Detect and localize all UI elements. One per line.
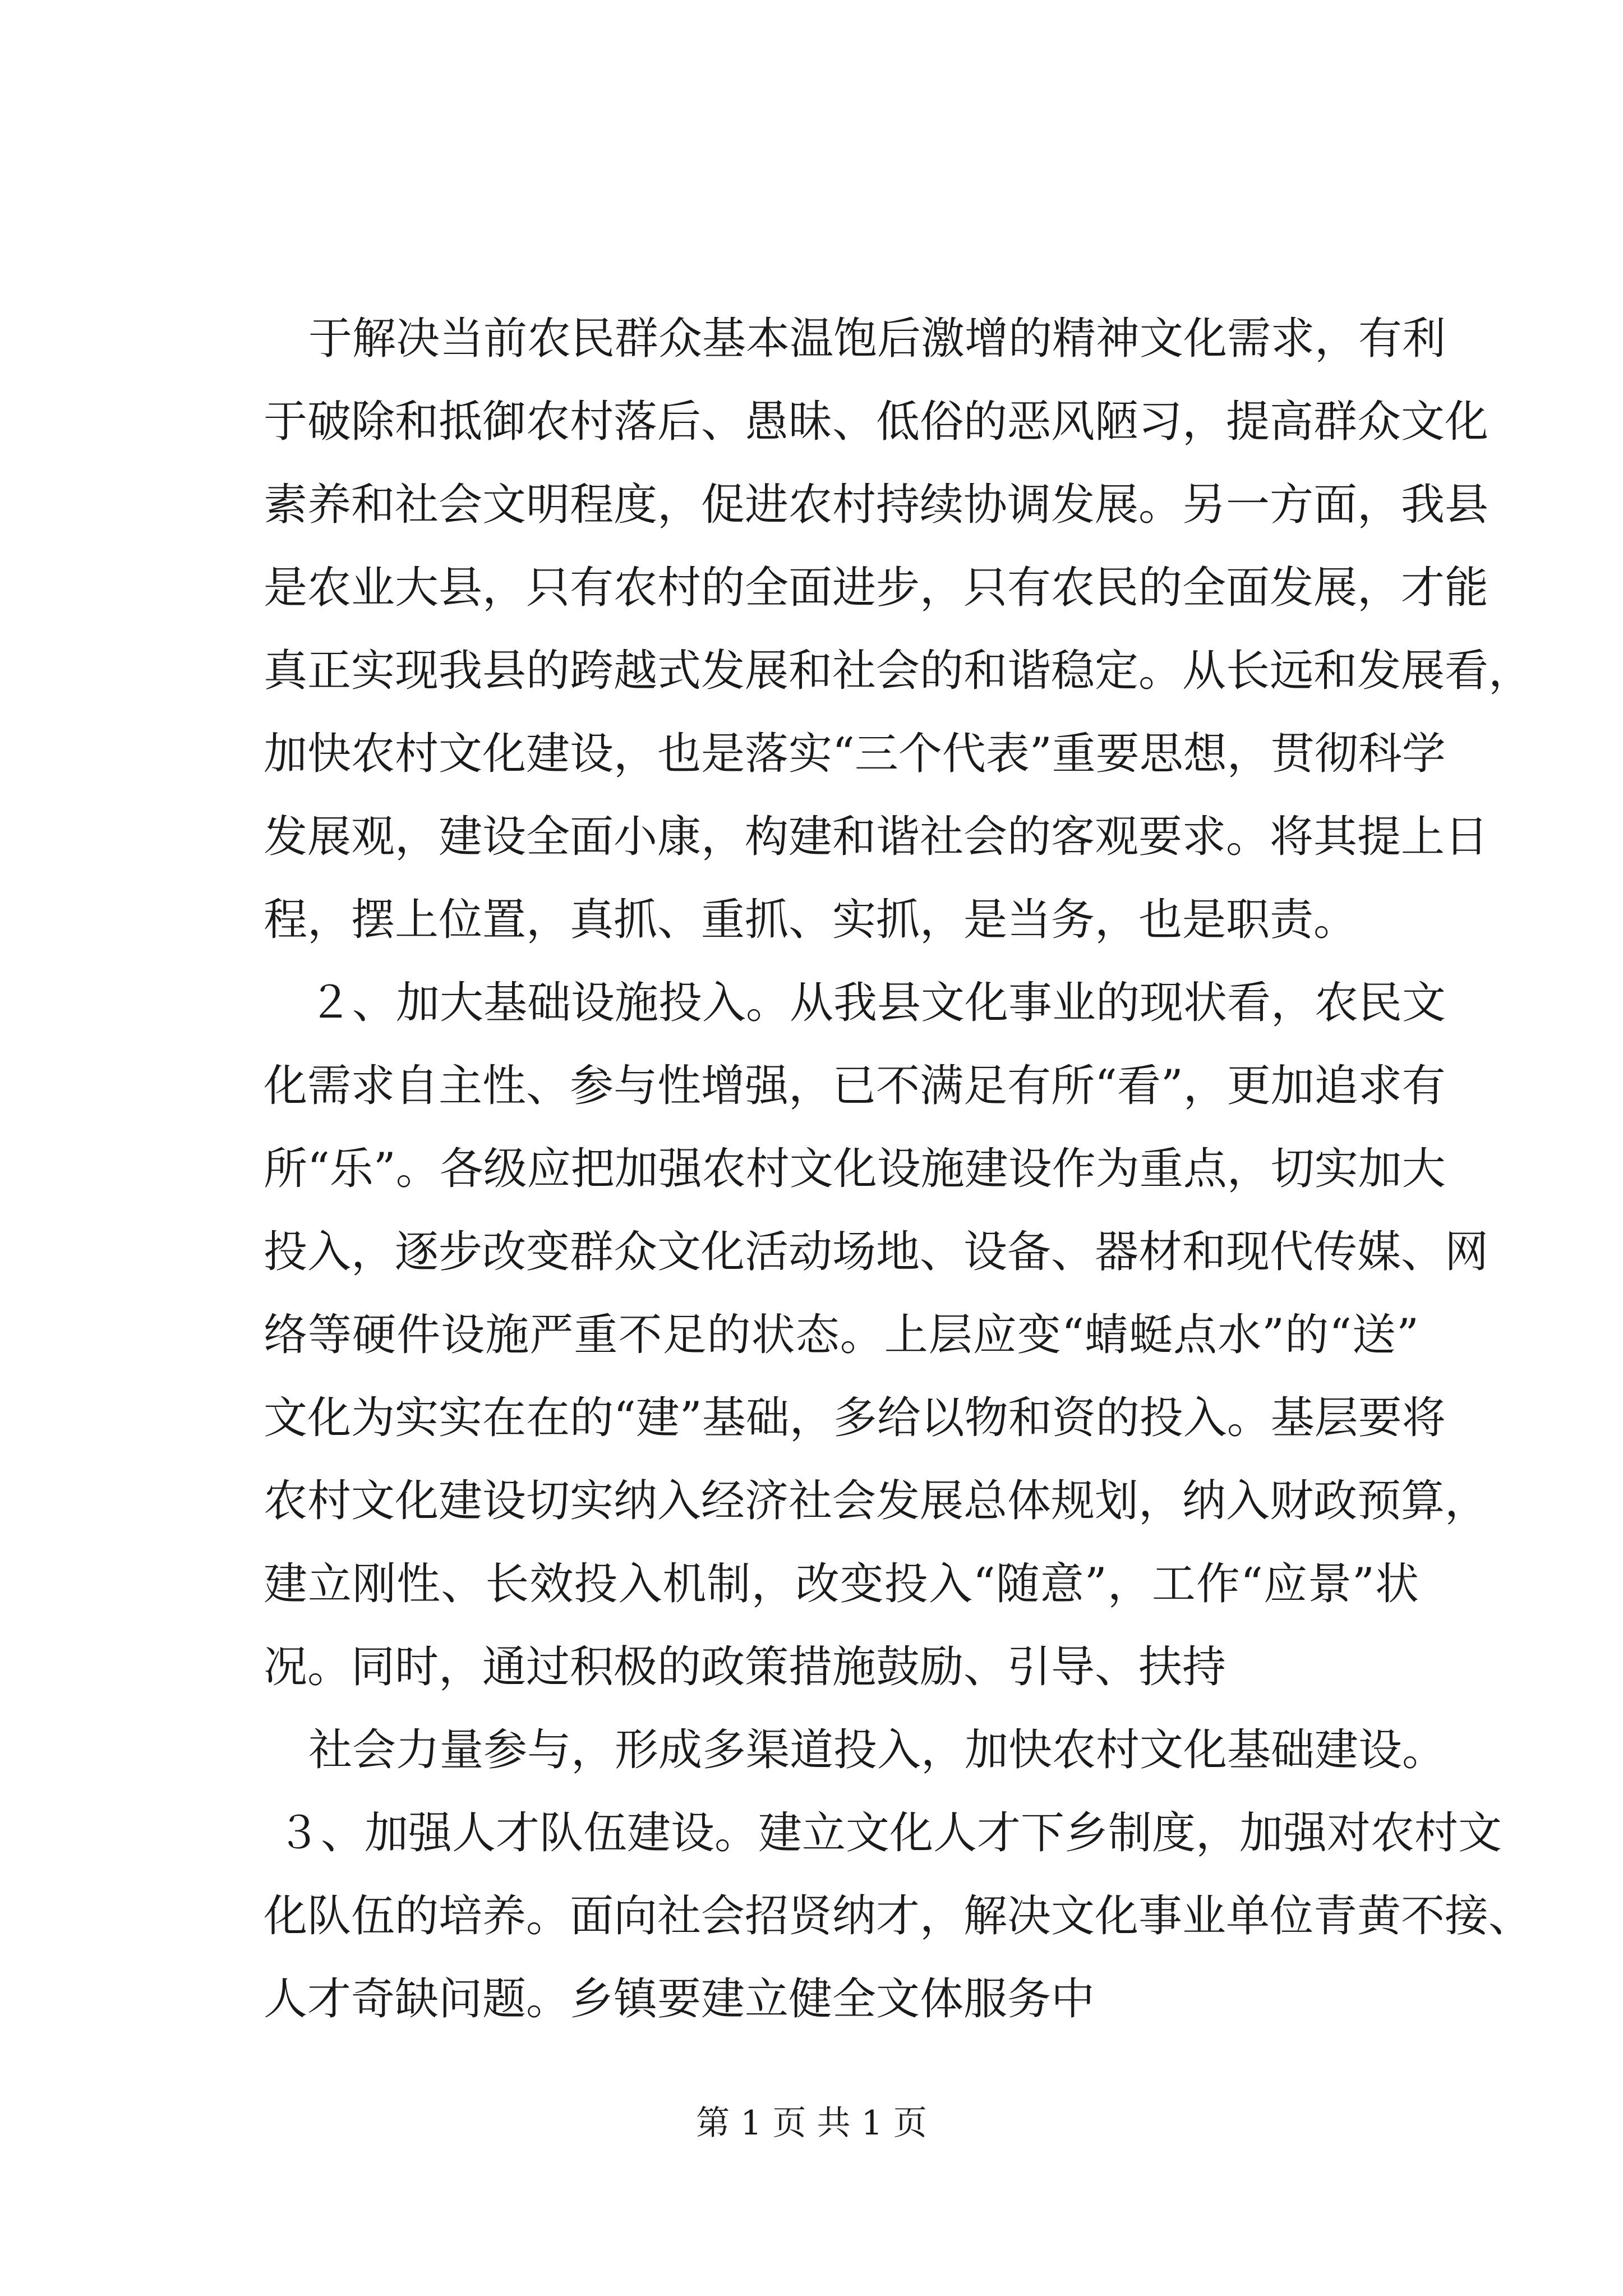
text-line: 于破除和抵御农村落后、愚昧、低俗的恶风陋习，提高群众文化 [264, 397, 1489, 447]
text-line: 建立刚性、长效投入机制，改变投入“随意”，工作“应景”状 [264, 1559, 1419, 1609]
text-line: 社会力量参与，形成多渠道投入，加快农村文化基础建设。 [308, 1725, 1446, 1775]
text-line: 加快农村文化建设，也是落实“三个代表”重要思想，贯彻科学 [264, 729, 1446, 779]
text-line: ２、加大基础设施投入。从我县文化事业的现状看，农民文 [308, 978, 1446, 1028]
page-footer: 第 1 页 共 1 页 [696, 2104, 927, 2143]
text-line: 络等硬件设施严重不足的状态。上层应变“蜻蜓点水”的“送” [264, 1310, 1419, 1360]
body-text [264, 297, 1533, 2041]
text-line: 农村文化建设切实纳入经济社会发展总体规划，纳入财政预算， [264, 1476, 1489, 1526]
text-line: ３、加强人才队伍建设。建立文化人才下乡制度，加强对农村文 [277, 1808, 1502, 1858]
text-line: 发展观，建设全面小康，构建和谐社会的客观要求。将其提上日 [264, 812, 1489, 862]
text-line: 化队伍的培养。面向社会招贤纳才，解决文化事业单位青黄不接、 [264, 1891, 1533, 1941]
text-line: 所“乐”。各级应把加强农村文化设施建设作为重点，切实加大 [264, 1144, 1446, 1194]
text-line: 人才奇缺问题。乡镇要建立健全文体服务中 [264, 1974, 1095, 2024]
text-line: 真正实现我县的跨越式发展和社会的和谐稳定。从长远和发展看， [264, 646, 1533, 696]
text-line: 素养和社会文明程度，促进农村持续协调发展。另一方面，我县 [264, 480, 1489, 530]
text-line: 是农业大县，只有农村的全面进步，只有农民的全面发展，才能 [264, 563, 1489, 613]
text-line: 投入，逐步改变群众文化活动场地、设备、器材和现代传媒、网 [264, 1227, 1489, 1277]
text-line: 程，摆上位置，真抓、重抓、实抓，是当务，也是职责。 [264, 895, 1358, 945]
text-line: 化需求自主性、参与性增强，已不满足有所“看”，更加追求有 [264, 1061, 1446, 1111]
text-line: 况。同时，通过积极的政策措施鼓励、引导、扶持 [264, 1642, 1227, 1692]
text-line: 文化为实实在在的“建”基础，多给以物和资的投入。基层要将 [264, 1393, 1446, 1443]
text-line: 于解决当前农民群众基本温饱后激增的精神文化需求，有利 [308, 314, 1446, 364]
